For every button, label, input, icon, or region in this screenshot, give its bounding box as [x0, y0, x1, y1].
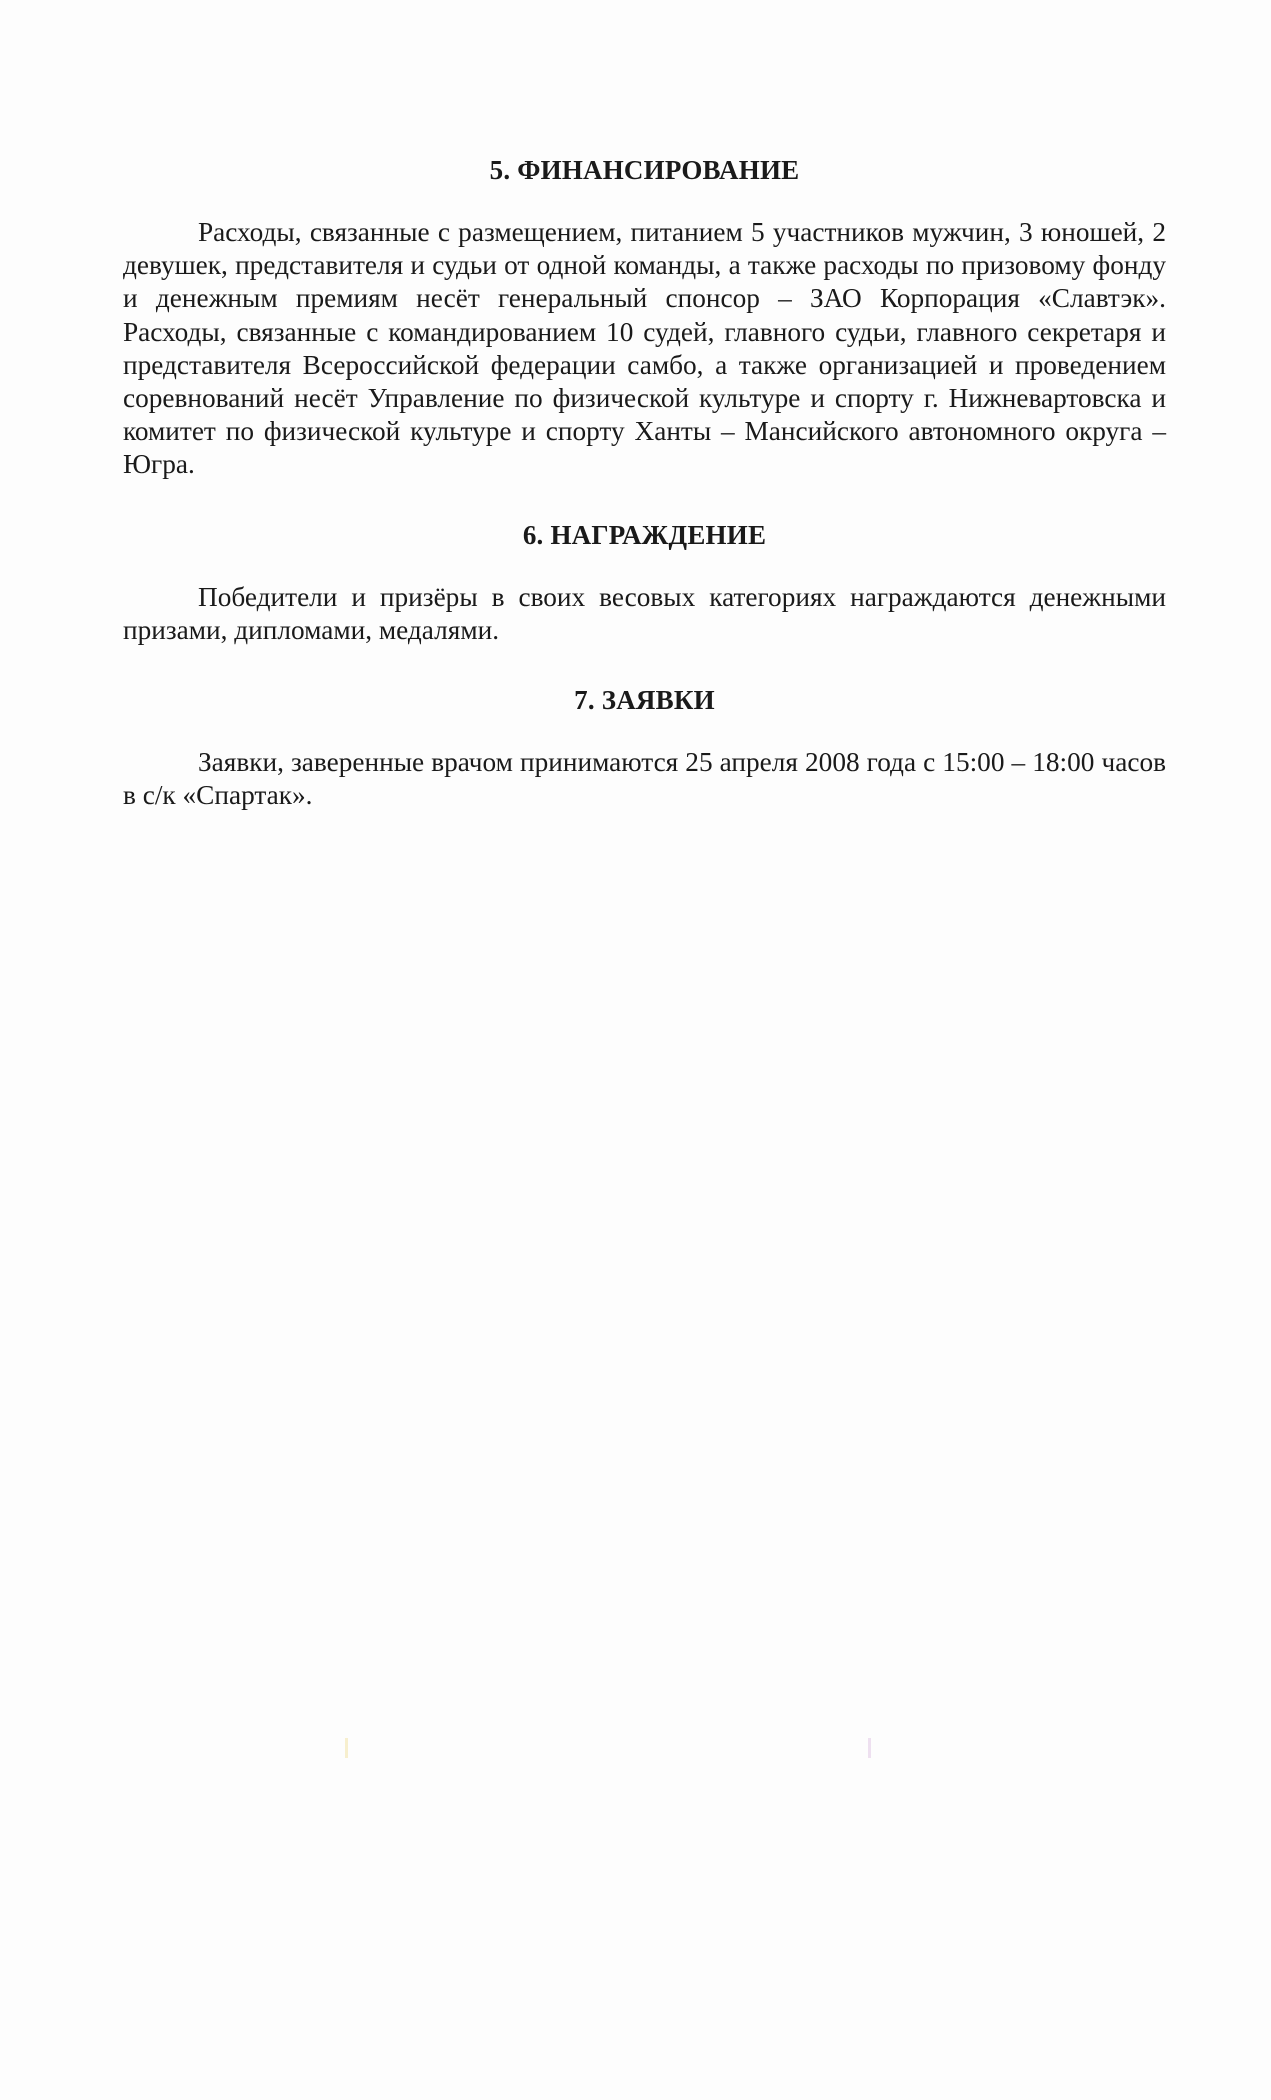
section-title-financing: 5. ФИНАНСИРОВАНИЕ [489, 155, 800, 185]
section-title-applications: 7. ЗАЯВКИ [574, 685, 715, 716]
section-body-awards: Победители и призёры в своих весовых категориях награждаются денежными призами, дипломами, медалями. [123, 581, 1166, 645]
section-applications [123, 685, 1166, 812]
scan-artifact-mark [345, 1738, 348, 1758]
section-awards [123, 520, 1166, 647]
section-financing [123, 155, 1166, 482]
section-title-awards: 6. НАГРАЖДЕНИЕ [522, 519, 767, 550]
scan-artifact-mark [868, 1738, 871, 1758]
section-body-applications: Заявки, заверенные врачом принимаются 25 апреля 2008 года с 15:00 – 18:00 часов в с/к «Спартак». [123, 747, 1166, 811]
document-content [123, 155, 1166, 850]
section-body-financing: Расходы, связанные с размещением, питанием 5 участников мужчин, 3 юношей, 2 девушек, представителя и судьи от одной команды, а также расходы по призовому фонду и денежным премиям несёт генеральный спонсор – ЗАО Корпорация «Славтэк». Расходы, связанные с командированием 10 судей, главного судьи, главного секретаря и представителя Всероссийской федерации самбо, а также организацией и проведением соревнований несёт Управление по физической культуре и спорту г. Нижневартовска и комитет по физической культуре и спорту Ханты – Мансийского автономного округа – Югра. [123, 217, 1166, 480]
